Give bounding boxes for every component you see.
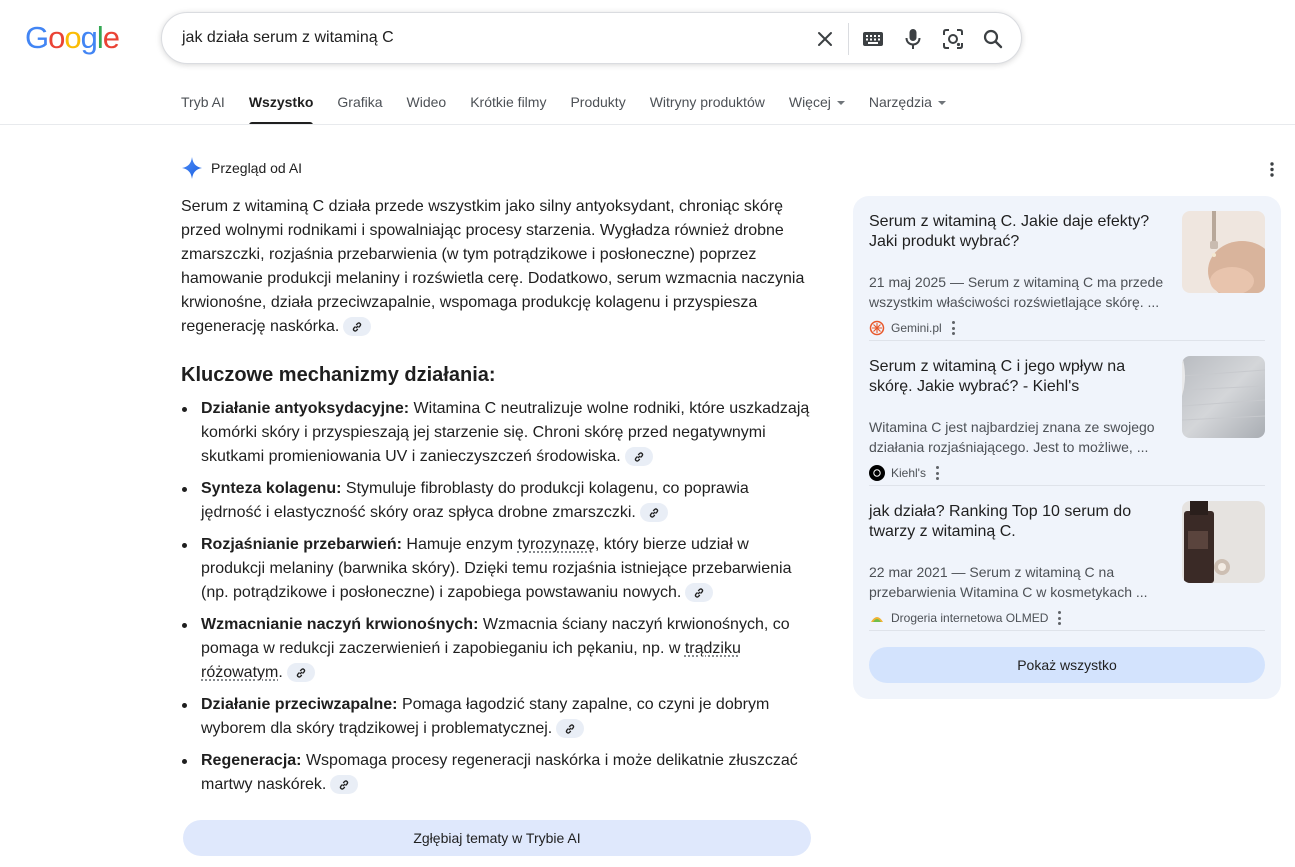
link-icon[interactable] [640, 503, 668, 522]
snippet-line: wszystkim właściwości rozświetlające skórę. ... [869, 294, 1160, 310]
list-item [181, 749, 811, 797]
tab-product-sites[interactable]: Witryny produktów [649, 94, 765, 110]
search-input[interactable]: jak działa serum z witaminą C [182, 29, 394, 46]
source-name: Drogeria internetowa OLMED [891, 611, 1049, 625]
card-divider [869, 630, 1265, 631]
item-text: Witamina C neutralizuje wolne rodniki, które uszkadzają komórki skóry i przyspieszają jej starzenie się. Chroni skórę przed negatywnymi skutkami promieniowania UV i zanieczyszczeń środowiska. [201, 400, 810, 465]
olmed-favicon-icon [869, 610, 885, 626]
source-site [869, 320, 956, 336]
source-snippet [869, 272, 1169, 312]
link-icon[interactable] [685, 583, 713, 602]
search-box[interactable] [161, 12, 1022, 64]
kiehls-favicon-icon [869, 465, 885, 481]
mechanisms-heading: Kluczowe mechanizmy działania: [181, 364, 496, 386]
link-icon[interactable] [330, 775, 358, 794]
item-text: . [278, 664, 283, 681]
link-icon[interactable] [343, 317, 371, 336]
link-icon[interactable] [625, 447, 653, 466]
term-link[interactable]: trądziku różowatym [201, 640, 741, 681]
lens-icon[interactable] [941, 27, 965, 51]
item-title: Synteza kolagenu: [201, 480, 342, 497]
gemini-favicon-icon [869, 320, 885, 336]
item-title: Działanie przeciwzapalne: [201, 696, 398, 713]
source-title[interactable]: Serum z witaminą C. Jakie daje efekty? Jaki produkt wybrać? [869, 213, 1150, 250]
item-text: Stymuluje fibroblasty do produkcji kolagenu, co poprawia jędrność i elastyczność skóry oraz spłyca drobne zmarszczki. [201, 480, 749, 521]
keyboard-icon[interactable] [861, 27, 885, 51]
more-options-icon[interactable] [936, 466, 940, 480]
snippet-line: 22 mar 2021 — Serum z witaminą C na [869, 564, 1115, 580]
show-all-button[interactable]: Pokaż wszystko [869, 647, 1265, 683]
google-logo[interactable] [25, 20, 119, 56]
search-divider [848, 23, 849, 55]
chevron-down-icon [938, 101, 946, 105]
tab-more-label: Więcej [788, 94, 831, 110]
source-name: Gemini.pl [891, 321, 942, 335]
item-title: Regeneracja: [201, 752, 302, 769]
item-title: Wzmacnianie naczyń krwionośnych: [201, 616, 479, 633]
snippet-line: 21 maj 2025 — Serum z witaminą C ma przede [869, 274, 1164, 290]
source-title[interactable]: Serum z witaminą C i jego wpływ na skórę. Jakie wybrać? - Kiehl's [869, 358, 1126, 395]
explore-ai-mode-button[interactable]: Zgłębiaj tematy w Trybie AI [183, 820, 811, 856]
source-name: Kiehl's [891, 466, 926, 480]
ai-overview-title: Przegląd od AI [211, 160, 303, 176]
source-thumbnail[interactable] [1182, 501, 1265, 583]
card-divider [869, 340, 1265, 341]
logo-letter: o [48, 20, 65, 55]
logo-letter: l [96, 20, 103, 55]
source-thumbnail[interactable] [1182, 356, 1265, 438]
ai-overview-header [181, 156, 302, 180]
tab-products[interactable]: Produkty [570, 94, 626, 110]
list-item [181, 613, 811, 685]
more-options-icon[interactable] [952, 321, 956, 335]
gemini-sparkle-icon [181, 156, 203, 180]
tabs-divider [0, 124, 1295, 125]
item-text: Pomaga łagodzić stany zapalne, co czyni je dobrym wyborem dla skóry trądzikowej i problematycznej. [201, 696, 770, 737]
item-title: Rozjaśnianie przebarwień: [201, 536, 402, 553]
card-divider [869, 485, 1265, 486]
snippet-line: przebarwienia Witamina C w kosmetykach ... [869, 584, 1148, 600]
source-snippet [869, 562, 1169, 602]
logo-letter: G [25, 20, 49, 55]
list-item [181, 533, 811, 605]
tab-tools-label: Narzędzia [868, 94, 932, 110]
item-title: Działanie antyoksydacyjne: [201, 400, 410, 417]
tab-videos[interactable]: Wideo [406, 94, 447, 110]
intro-text: Serum z witaminą C działa przede wszystkim jako silny antyoksydant, chroniąc skórę przed wolnymi rodnikami i spowalniając procesy starzenia. Wygładza również drobne zmarszczki, rozjaśnia przebarwienia (w tym potrądzikowe i posłoneczne) poprzez hamowanie produkcji melaniny i rozświetla cerę. Dodatkowo, serum wzmacnia naczynia krwionośne, działa przeciwzapalnie, wspomaga produkcję kolagenu i przyspiesza regenerację naskórka. [181, 198, 805, 335]
tab-more[interactable] [789, 94, 845, 125]
item-text: Wzmacnia ściany naczyń krwionośnych, co pomaga w redukcji zaczerwienień i zapobieganiu ich pękaniu, np. w [201, 616, 790, 657]
tab-all[interactable]: Wszystko [249, 94, 314, 125]
source-site [869, 610, 1062, 626]
tab-short-videos[interactable]: Krótkie filmy [470, 94, 547, 110]
item-text: Wspomaga procesy regeneracji naskórka i może delikatnie złuszczać martwy naskórek. [201, 752, 798, 793]
item-text: , który bierze udział w produkcji melaniny (barwnika skóry). Dzięki temu rozjaśnia istniejące przebarwienia (np. potrądzikowe i posłoneczne) i zapobiega powstawaniu nowych. [201, 536, 792, 601]
term-link[interactable]: tyrozynazę [517, 536, 595, 553]
logo-letter: g [80, 20, 97, 55]
more-options-icon[interactable] [1058, 611, 1062, 625]
close-icon[interactable] [813, 27, 837, 51]
ai-overview-body [181, 195, 811, 805]
source-thumbnail[interactable] [1182, 211, 1265, 293]
tab-ai-mode[interactable]: Tryb AI [181, 94, 225, 110]
ai-overview-intro [181, 195, 811, 339]
chevron-down-icon [837, 101, 845, 105]
sources-panel [853, 196, 1281, 699]
list-item [181, 397, 811, 469]
logo-letter: e [102, 20, 120, 55]
link-icon[interactable] [287, 663, 315, 682]
search-icon[interactable] [981, 27, 1005, 51]
microphone-icon[interactable] [901, 27, 925, 51]
more-options-icon[interactable] [1264, 160, 1280, 180]
tab-images[interactable]: Grafika [337, 94, 383, 110]
snippet-line: działania rozjaśniającego. Jest to możliwe, ... [869, 439, 1149, 455]
list-item [181, 477, 811, 525]
list-item [181, 693, 811, 741]
search-tabs [181, 94, 970, 125]
source-site [869, 465, 940, 481]
source-snippet [869, 417, 1169, 457]
snippet-line: Witamina C jest najbardziej znana ze swojego [869, 419, 1155, 435]
link-icon[interactable] [556, 719, 584, 738]
item-text: Hamuje enzym [401, 536, 518, 553]
tab-tools[interactable] [869, 94, 946, 125]
mechanisms-list [181, 397, 811, 797]
logo-letter: o [64, 20, 81, 55]
source-title[interactable]: jak działa? Ranking Top 10 serum do twarzy z witaminą C. [869, 503, 1132, 540]
